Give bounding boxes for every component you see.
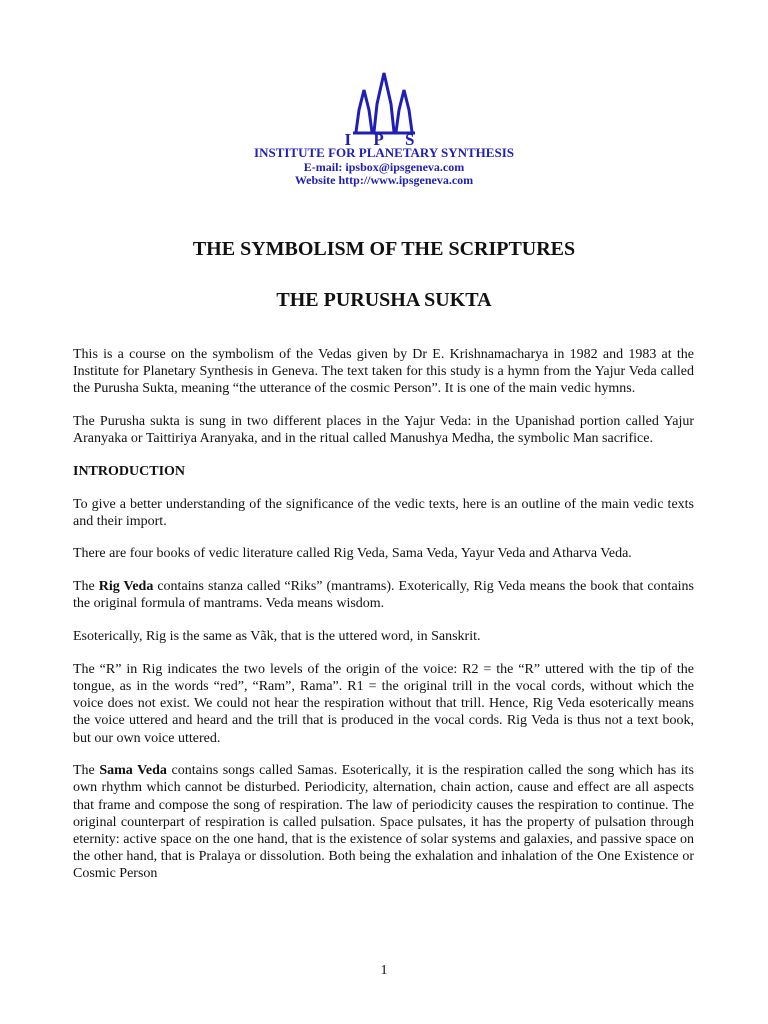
paragraph-sama-veda (73, 762, 694, 882)
document-title: THE SYMBOLISM OF THE SCRIPTURES (192, 238, 576, 260)
org-email: E-mail: ipsbox@ipsgeneva.com (303, 160, 465, 174)
sama-veda-term: Sama Veda (99, 763, 167, 779)
sama-veda-prefix: The (73, 763, 100, 779)
rig-veda-prefix: The (73, 579, 99, 595)
document-subtitle: THE PURUSHA SUKTA (276, 289, 492, 311)
document-body (73, 346, 694, 898)
paragraph-outline: To give a better understanding of the significance of the vedic texts, here is an outline of the main vedic texts and their import. (73, 496, 694, 529)
org-acronym: I P S (344, 130, 424, 149)
page-number: 1 (380, 963, 388, 978)
sama-veda-text: contains songs called Samas. Esoterically, it is the respiration called the song which has its own rhythm which cannot be disturbed. Periodicity, alternation, chain action, cause and effect are all aspects that frame and compose the song of respiration. The law of periodicity causes the respiration to continue. The original counterpart of respiration is called pulsation. Space pulsates, it has the property of pulsation through eternity: active space on the one hand, that is the existence of solar systems and galaxies, and passive space on the other hand, that is Pralaya or dissolution. Both being the exhalation and inhalation of the One Existence or Cosmic Person (73, 763, 694, 882)
rig-veda-text: contains stanza called “Riks” (mantrams). Exoterically, Rig Veda means the book that contains the original formula of mantrams. Veda means wisdom. (73, 579, 694, 612)
paragraph-intro-course: This is a course on the symbolism of the Vedas given by Dr E. Krishnamacharya in 1982 and 1983 at the Institute for Planetary Synthesis in Geneva. The text taken for this study is a hymn from the Yajur Veda called the Purusha Sukta, meaning “the utterance of the cosmic Person”. It is one of the main vedic hymns. (73, 347, 694, 397)
paragraph-four-books: There are four books of vedic literature called Rig Veda, Sama Veda, Yayur Veda and Atharva Veda. (73, 546, 632, 562)
org-name: INSTITUTE FOR PLANETARY SYNTHESIS (254, 145, 514, 160)
paragraph-r-in-rig: The “R” in Rig indicates the two levels of the origin of the voice: R2 = the “R” uttered with the tip of the tongue, as in the words “red”, “Ram”, Rama”. R1 = the original trill in the vocal cords, without which the voice does not exist. We could not hear the respiration without that trill. Hence, Rig Veda esoterically means the voice uttered and heard and the trill that is produced in the vocal cords. Rig Veda is thus not a text book, but our own voice uttered. (73, 661, 694, 746)
rig-veda-term: Rig Veda (98, 579, 154, 595)
org-website: Website http://www.ipsgeneva.com (294, 173, 474, 187)
section-heading-introduction: INTRODUCTION (73, 464, 186, 480)
paragraph-rig-veda (73, 578, 694, 612)
ips-logo-icon (353, 70, 415, 136)
paragraph-purusha-sukta: The Purusha sukta is sung in two different places in the Yajur Veda: in the Upanishad portion called Yajur Aranyaka or Taittiriya Aranyaka, and in the ritual called Manushya Medha, the symbolic Man sacrifice. (73, 414, 694, 447)
paragraph-vak: Esoterically, Rig is the same as Vãk, that is the uttered word, in Sanskrit. (73, 629, 481, 645)
